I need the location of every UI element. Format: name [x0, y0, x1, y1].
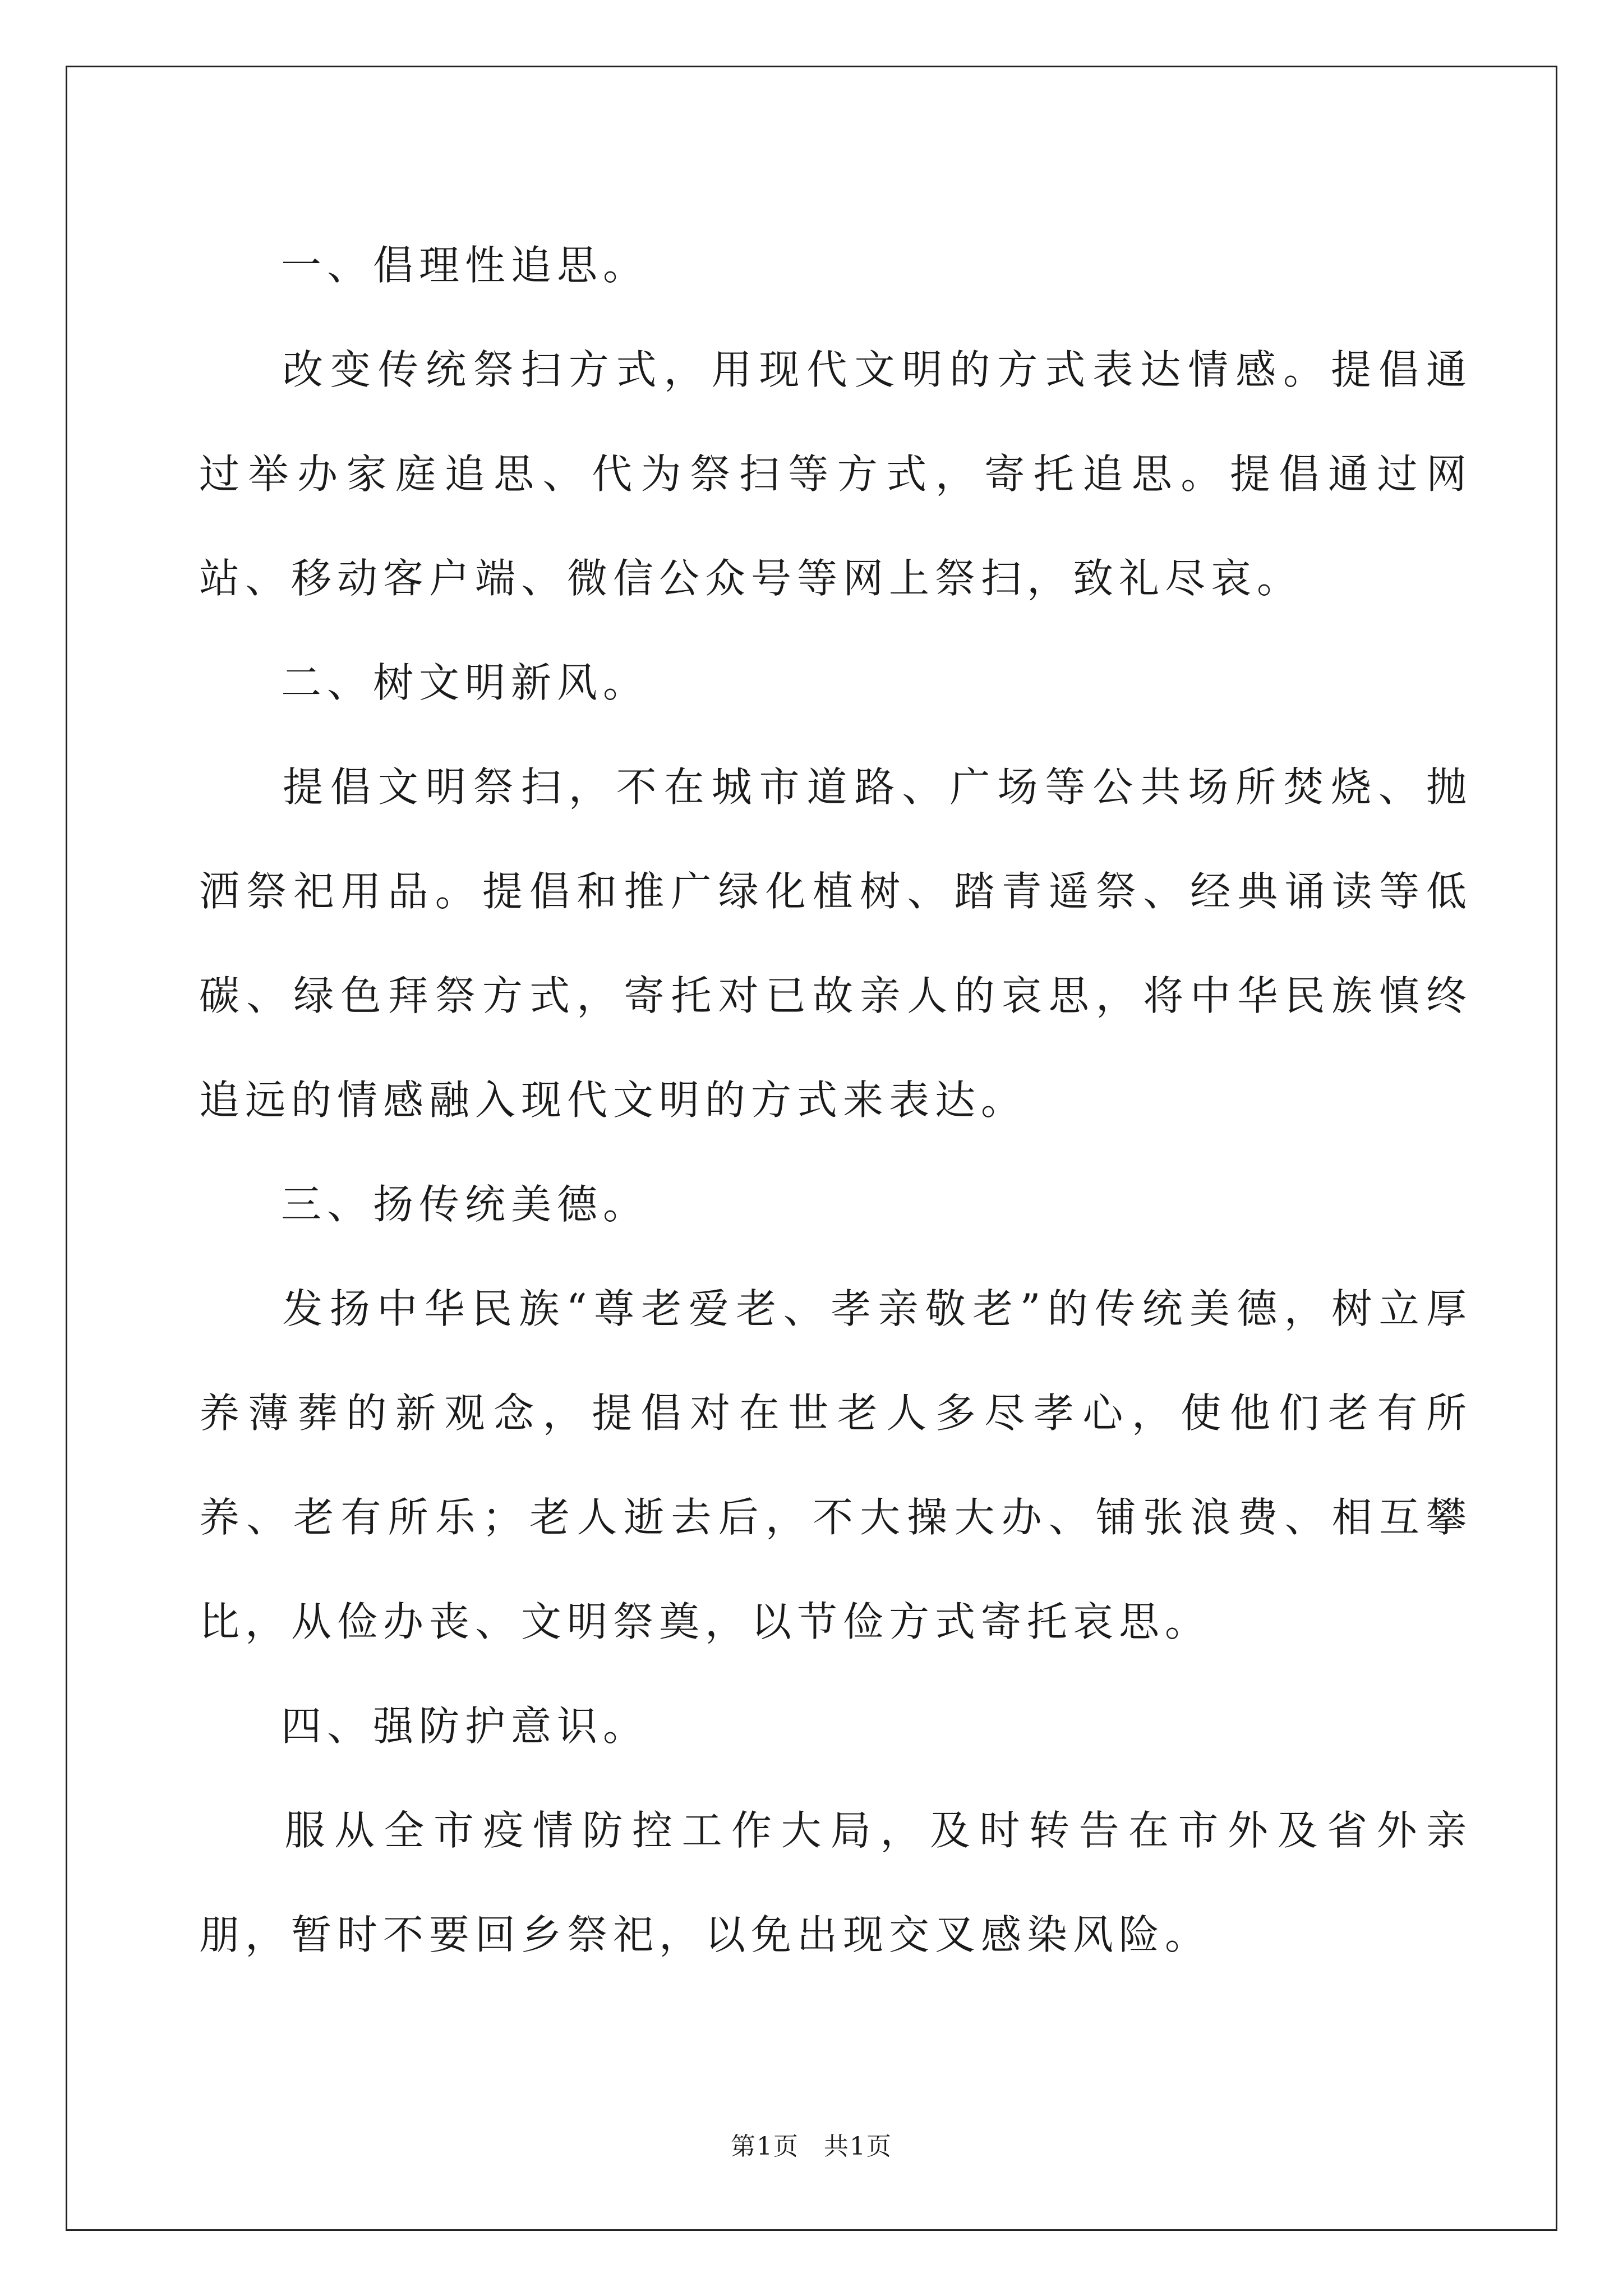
- heading-1: 一、倡理性追思。: [281, 242, 649, 289]
- page-total: 共1页: [824, 2132, 892, 2161]
- heading-4: 四、强防护意识。: [281, 1703, 649, 1750]
- heading-3: 三、扬传统美德。: [281, 1181, 649, 1228]
- paragraph-4: 服从全市疫情防控工作大局，及时转告在市外及省外亲朋，暂时不要回乡祭祀，以免出现交叉感染风险。: [199, 1807, 1472, 1958]
- paragraph-1: 改变传统祭扫方式，用现代文明的方式表达情感。提倡通过举办家庭追思、代为祭扫等方式，寄托追思。提倡通过网站、移动客户端、微信公众号等网上祭扫，致礼尽哀。: [199, 346, 1472, 602]
- paragraph-2: 提倡文明祭扫，不在城市道路、广场等公共场所焚烧、抛洒祭祀用品。提倡和推广绿化植树、踏青遥祭、经典诵读等低碳、绿色拜祭方式，寄托对已故亲人的哀思，将中华民族慎终追远的情感融入现代文明的方式来表达。: [199, 763, 1472, 1124]
- page-footer: [0, 2126, 1623, 2162]
- page-number: 第1页: [731, 2132, 799, 2161]
- paragraph-3: 发扬中华民族“尊老爱老、孝亲敬老”的传统美德，树立厚养薄葬的新观念，提倡对在世老人多尽孝心，使他们老有所养、老有所乐；老人逝去后，不大操大办、铺张浪费、相互攀比，从俭办丧、文明祭奠，以节俭方式寄托哀思。: [199, 1285, 1472, 1645]
- heading-2: 二、树文明新风。: [281, 659, 649, 706]
- document-body: [199, 213, 1472, 1987]
